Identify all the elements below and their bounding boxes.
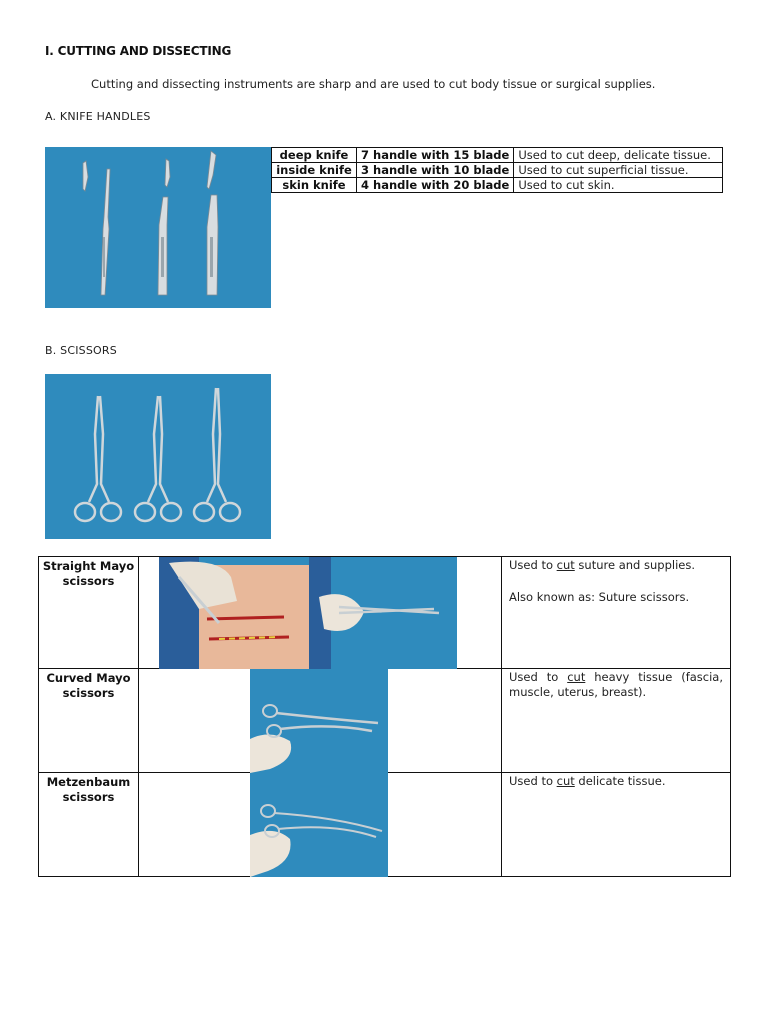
knife-name: inside knife [272,163,357,178]
knife-handle: 4 handle with 20 blade [357,178,514,193]
scissor-name: Straight Mayo scissors [39,557,139,669]
table-row [272,178,723,193]
knife-handles-photo [45,147,271,308]
scissor-name: Metzenbaum scissors [39,773,139,877]
use-prefix: Used to [509,774,557,788]
use-verb: cut [556,774,575,788]
scissor-image-cell [139,557,502,669]
table-row [272,163,723,178]
knife-use: Used to cut deep, delicate tissue. [514,148,723,163]
scissor-image-cell [139,773,502,877]
use-suffix: suture and supplies. [574,558,695,572]
knife-handle: 3 handle with 10 blade [357,163,514,178]
scissor-name: Curved Mayo scissors [39,669,139,773]
knife-use: Used to cut superficial tissue. [514,163,723,178]
scissors-table [38,556,731,877]
knife-use: Used to cut skin. [514,178,723,193]
section-intro: Cutting and dissecting instruments are sharp and are used to cut body tissue or surgical supplies. [91,77,656,91]
scissor-alias: Also known as: Suture scissors. [509,590,690,604]
scissors-heading: B. SCISSORS [45,344,117,357]
table-row [272,148,723,163]
metzenbaum-photo [250,773,388,877]
use-suffix: heavy tissue (fascia, muscle, uterus, breast). [509,670,723,699]
scissor-description [502,669,731,773]
knife-handle: 7 handle with 15 blade [357,148,514,163]
scissor-description [502,557,731,669]
scissor-use [509,774,723,789]
use-verb: cut [556,558,575,572]
section-title: I. CUTTING AND DISSECTING [45,44,232,58]
knife-name: deep knife [272,148,357,163]
table-row [39,773,731,877]
straight-mayo-photo [159,557,457,669]
knife-handles-table [271,147,723,193]
knife-name: skin knife [272,178,357,193]
scissor-use [509,558,723,573]
table-row [39,557,731,669]
knife-handles-heading: A. KNIFE HANDLES [45,110,151,123]
use-suffix: delicate tissue. [574,774,666,788]
use-verb: cut [567,670,586,684]
scissor-image-cell [139,669,502,773]
curved-mayo-photo [250,669,388,773]
scissors-photo [45,374,271,539]
scissor-use [509,670,723,700]
table-row [39,669,731,773]
scissor-description [502,773,731,877]
use-prefix: Used to [509,558,557,572]
use-prefix: Used to [509,670,568,684]
